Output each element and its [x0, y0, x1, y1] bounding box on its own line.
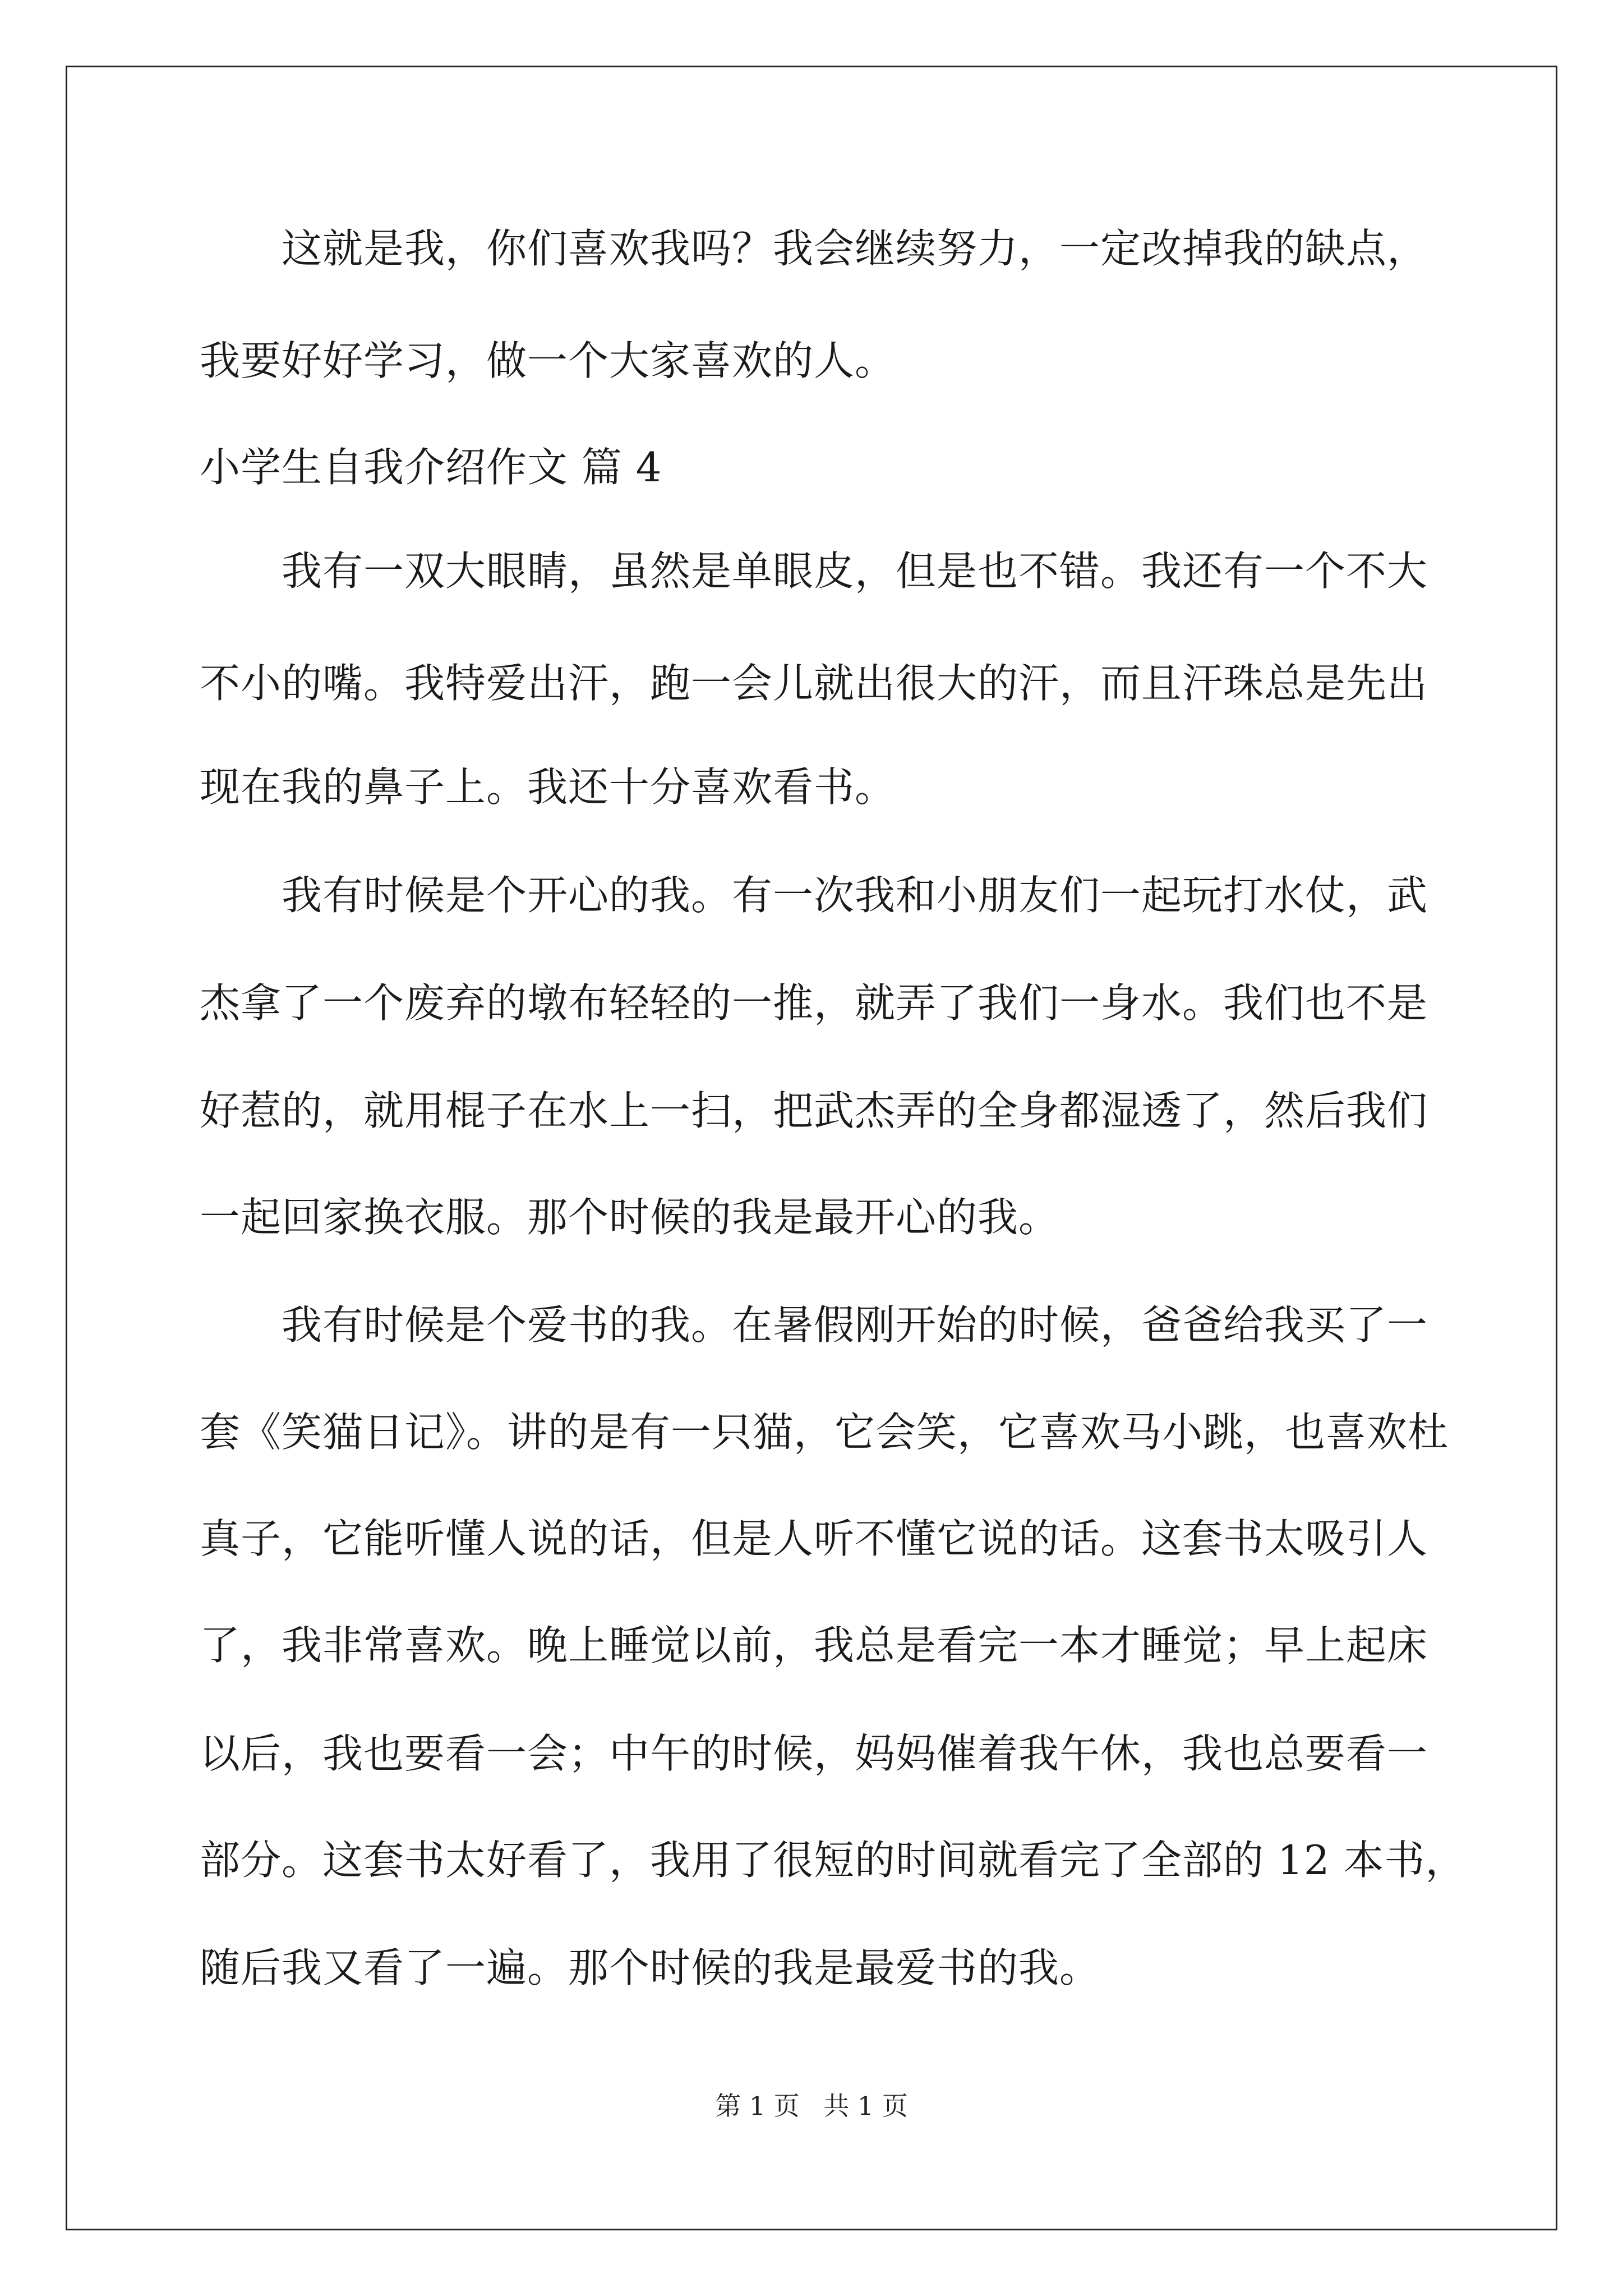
- paragraph-line: 好惹的，就用棍子在水上一扫，把武杰弄的全身都湿透了，然后我们: [200, 1087, 1428, 1134]
- paragraph-line: 我要好好学习，做一个大家喜欢的人。: [200, 337, 896, 384]
- paragraph-line: 我有时候是个爱书的我。在暑假刚开始的时候，爸爸给我买了一: [282, 1301, 1428, 1349]
- paragraph-line: 杰拿了一个废弃的墩布轻轻的一推，就弄了我们一身水。我们也不是: [200, 979, 1428, 1027]
- paragraph-line: 一起回家换衣服。那个时候的我是最开心的我。: [200, 1194, 1060, 1241]
- paragraph-line: 不小的嘴。我特爱出汗，跑一会儿就出很大的汗，而且汗珠总是先出: [200, 660, 1428, 707]
- paragraph-line: 以后，我也要看一会；中午的时候，妈妈催着我午休，我也总要看一: [200, 1730, 1428, 1777]
- paragraph-line: 现在我的鼻子上。我还十分喜欢看书。: [200, 763, 896, 811]
- paragraph-line: 真子，它能听懂人说的话，但是人听不懂它说的话。这套书太吸引人: [200, 1515, 1428, 1562]
- paragraph-line: 套《笑猫日记》。讲的是有一只猫，它会笑，它喜欢马小跳，也喜欢杜: [200, 1409, 1449, 1456]
- paragraph-line: 我有时候是个开心的我。有一次我和小朋友们一起玩打水仗，武: [282, 872, 1428, 919]
- page-footer: [0, 2089, 1623, 2123]
- page-border: [66, 66, 1557, 2230]
- page-total: 共 1 页: [823, 2091, 908, 2121]
- paragraph-line: 了，我非常喜欢。晚上睡觉以前，我总是看完一本才睡觉；早上起床: [200, 1622, 1428, 1669]
- paragraph-line: 随后我又看了一遍。那个时候的我是最爱书的我。: [200, 1944, 1101, 1991]
- page-number: 第 1 页: [715, 2091, 800, 2121]
- paragraph-line: 部分。这套书太好看了，我用了很短的时间就看完了全部的 12 本书，: [200, 1837, 1467, 1884]
- paragraph-line: 我有一双大眼睛，虽然是单眼皮，但是也不错。我还有一个不大: [282, 547, 1428, 595]
- paragraph-line: 这就是我，你们喜欢我吗？我会继续努力，一定改掉我的缺点，: [282, 225, 1428, 272]
- section-heading: 小学生自我介绍作文 篇 4: [200, 444, 662, 491]
